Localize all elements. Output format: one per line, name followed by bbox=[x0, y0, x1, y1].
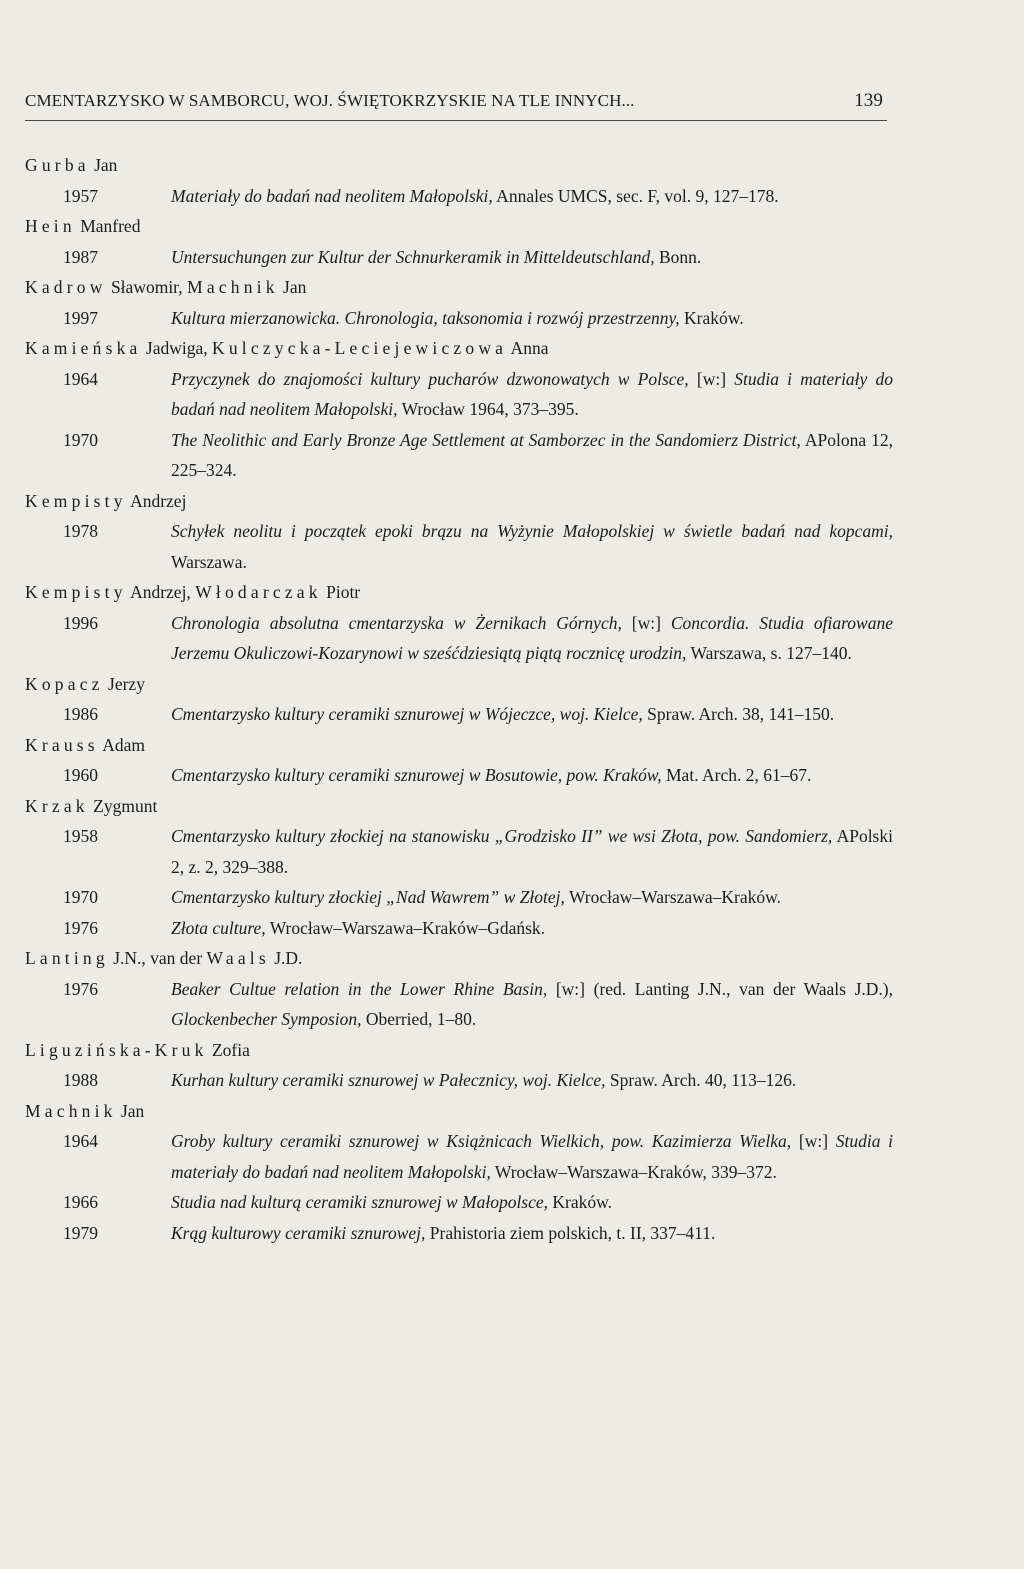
ref-text: Wrocław–Warszawa–Kraków, 339–372. bbox=[490, 1161, 777, 1182]
ref-text: Annales UMCS, sec. F, vol. 9, 127–178. bbox=[492, 185, 779, 206]
running-header bbox=[25, 90, 885, 112]
author-group bbox=[25, 791, 893, 944]
author-surname: Kopacz bbox=[25, 673, 104, 694]
entry-year: 1996 bbox=[63, 612, 98, 633]
bib-entry bbox=[25, 516, 893, 577]
author-group bbox=[25, 943, 893, 1035]
bib-entry bbox=[25, 974, 893, 1035]
ref-title: Chronologia absolutna cmentarzyska w Żernikach Górnych, bbox=[171, 612, 622, 633]
author-given: Manfred bbox=[75, 216, 141, 236]
running-title: CMENTARZYSKO W SAMBORCU, WOJ. ŚWIĘTOKRZYSKIE NA TLE INNYCH... bbox=[25, 91, 635, 110]
author-surname: Kempisty bbox=[25, 582, 127, 602]
entry-year: 1986 bbox=[63, 704, 98, 724]
author-surname: Kempisty bbox=[25, 490, 127, 511]
entry-reference bbox=[171, 1218, 893, 1249]
ref-text: Mat. Arch. 2, 61–67. bbox=[661, 765, 812, 785]
ref-text: Spraw. Arch. 38, 141–150. bbox=[642, 704, 835, 724]
author-given: Jan bbox=[116, 1100, 145, 1121]
ref-text: Kraków. bbox=[548, 1192, 613, 1212]
author-line bbox=[25, 791, 893, 822]
author-line bbox=[25, 943, 893, 974]
ref-text: [w:] bbox=[791, 1131, 836, 1151]
ref-text: Oberried, 1–80. bbox=[361, 1009, 477, 1029]
ref-title: Przyczynek do znajomości kultury pucharów dzwonowatych w Polsce, bbox=[171, 368, 689, 389]
ref-title: Groby kultury ceramiki sznurowej w Książnicach Wielkich, pow. Kazimierza Wielka, bbox=[171, 1131, 792, 1151]
ref-text: Wrocław–Warszawa–Kraków. bbox=[564, 887, 781, 907]
author-group bbox=[25, 577, 893, 669]
bib-entry bbox=[25, 699, 893, 730]
author-given: Sławomir, bbox=[106, 277, 188, 297]
author-given: Zygmunt bbox=[88, 795, 158, 816]
ref-title: Złota culture, bbox=[171, 917, 266, 938]
author-surname: Hein bbox=[25, 216, 76, 236]
author-given: Anna bbox=[507, 338, 549, 358]
author-surname: Machnik bbox=[25, 1100, 117, 1121]
entry-year: 1976 bbox=[63, 978, 98, 999]
author-group bbox=[25, 486, 893, 578]
author-group bbox=[25, 730, 893, 791]
ref-text: APolona 12, 225–324. bbox=[171, 429, 893, 480]
bib-entry bbox=[25, 882, 893, 913]
author-group bbox=[25, 669, 893, 730]
ref-title: Materiały do badań nad neolitem Małopolski, bbox=[171, 185, 493, 206]
entry-reference bbox=[171, 425, 893, 486]
ref-text: Warszawa, s. 127–140. bbox=[686, 643, 852, 663]
entry-year: 1978 bbox=[63, 521, 98, 541]
bib-entry bbox=[25, 303, 893, 334]
author-given: Andrzej bbox=[126, 490, 187, 511]
author-group bbox=[25, 150, 893, 211]
ref-title: Studia i materiały do badań nad neolitem Małopolski, bbox=[171, 1131, 893, 1182]
bib-entry bbox=[25, 1126, 893, 1187]
author-group bbox=[25, 1096, 893, 1249]
ref-title: Concordia. Studia ofiarowane Jerzemu Okuliczowi-Kozarynowi w sześćdziesiątą piątą rocznicę urodzin, bbox=[171, 612, 894, 663]
author-given: Jadwiga, bbox=[141, 338, 213, 358]
entry-year: 1960 bbox=[63, 765, 98, 785]
author-group bbox=[25, 333, 893, 486]
entry-reference bbox=[171, 608, 893, 669]
ref-title: Studia nad kulturą ceramiki sznurowej w Małopolsce, bbox=[171, 1192, 549, 1212]
ref-title: Cmentarzysko kultury ceramiki sznurowej w Bosutowie, pow. Kraków, bbox=[171, 765, 662, 785]
author-group bbox=[25, 272, 893, 333]
entry-reference bbox=[171, 242, 893, 273]
entry-reference bbox=[171, 1187, 893, 1218]
author-line bbox=[25, 272, 893, 303]
entry-year: 1997 bbox=[63, 307, 98, 328]
ref-text: Kraków. bbox=[679, 307, 744, 328]
entry-year: 1964 bbox=[63, 368, 98, 389]
entry-year: 1988 bbox=[63, 1070, 98, 1090]
entry-year: 1964 bbox=[63, 1131, 98, 1151]
bib-entry bbox=[25, 821, 893, 882]
author-group bbox=[25, 1035, 893, 1096]
ref-title: Beaker Cultue relation in the Lower Rhine Basin, bbox=[171, 978, 548, 999]
entry-reference bbox=[171, 913, 893, 944]
author-given: Andrzej, bbox=[126, 582, 196, 602]
entry-reference bbox=[171, 821, 893, 882]
bib-entry bbox=[25, 1065, 893, 1096]
author-line bbox=[25, 211, 893, 242]
author-group bbox=[25, 211, 893, 272]
author-line bbox=[25, 669, 893, 700]
bib-entry bbox=[25, 425, 893, 486]
ref-text: Bonn. bbox=[654, 246, 702, 267]
ref-title: The Neolithic and Early Bronze Age Settlement at Samborzec in the Sandomierz District, bbox=[171, 429, 801, 450]
bib-entry bbox=[25, 364, 893, 425]
entry-reference bbox=[171, 1065, 893, 1096]
author-given: Jerzy bbox=[103, 673, 145, 694]
header-rule bbox=[25, 120, 887, 121]
ref-text: Prahistoria ziem polskich, t. II, 337–411. bbox=[425, 1222, 716, 1243]
author-line bbox=[25, 150, 893, 181]
author-surname: Waals bbox=[206, 948, 270, 968]
entry-reference bbox=[171, 882, 893, 913]
entry-year: 1979 bbox=[63, 1222, 98, 1243]
author-given: J.N., van der bbox=[108, 948, 207, 968]
author-surname: Krzak bbox=[25, 795, 89, 816]
bib-entry bbox=[25, 760, 893, 791]
entry-year: 1970 bbox=[63, 887, 98, 907]
author-given: Jan bbox=[278, 277, 307, 297]
page-number: 139 bbox=[854, 90, 883, 111]
author-surname: Kulczycka-Leciejewiczowa bbox=[212, 338, 508, 358]
author-line bbox=[25, 730, 893, 761]
bibliography bbox=[25, 150, 893, 1248]
bib-entry bbox=[25, 1187, 893, 1218]
bib-entry bbox=[25, 1218, 893, 1249]
bib-entry bbox=[25, 242, 893, 273]
ref-title: Cmentarzysko kultury złockiej „Nad Wawrem” w Złotej, bbox=[171, 887, 565, 907]
author-surname: Lanting bbox=[25, 948, 109, 968]
ref-title: Studia i materiały do badań nad neolitem Małopolski, bbox=[171, 368, 894, 419]
entry-reference bbox=[171, 760, 893, 791]
entry-reference bbox=[171, 699, 893, 730]
entry-year: 1958 bbox=[63, 826, 98, 846]
author-line bbox=[25, 1096, 893, 1127]
ref-text: Wrocław–Warszawa–Kraków–Gdańsk. bbox=[265, 917, 546, 938]
bib-entry bbox=[25, 608, 893, 669]
ref-title: Glockenbecher Symposion, bbox=[171, 1009, 362, 1029]
ref-title: Kultura mierzanowicka. Chronologia, taksonomia i rozwój przestrzenny, bbox=[171, 307, 680, 328]
ref-title: Cmentarzysko kultury ceramiki sznurowej w Wójeczce, woj. Kielce, bbox=[171, 704, 643, 724]
ref-text: APolski 2, z. 2, 329–388. bbox=[171, 826, 893, 877]
author-line bbox=[25, 1035, 893, 1066]
bib-entry bbox=[25, 913, 893, 944]
bib-entry bbox=[25, 181, 893, 212]
ref-title: Schyłek neolitu i początek epoki brązu na Wyżynie Małopolskiej w świetle badań nad kopcami, bbox=[171, 521, 893, 541]
ref-text: [w:] bbox=[621, 612, 671, 633]
entry-reference bbox=[171, 364, 893, 425]
entry-reference bbox=[171, 303, 893, 334]
ref-text: [w:] bbox=[688, 368, 735, 389]
ref-title: Krąg kulturowy ceramiki sznurowej, bbox=[171, 1222, 426, 1243]
entry-year: 1976 bbox=[63, 917, 98, 938]
author-line bbox=[25, 486, 893, 517]
author-given: Jan bbox=[89, 155, 118, 175]
author-given: J.D. bbox=[269, 948, 303, 968]
author-surname: Gurba bbox=[25, 155, 90, 175]
ref-text: [w:] (red. Lanting J.N., van der Waals J.D.), bbox=[547, 978, 893, 999]
author-given: Zofia bbox=[207, 1039, 250, 1060]
author-given: Piotr bbox=[321, 582, 361, 602]
author-line bbox=[25, 333, 893, 364]
ref-text: Spraw. Arch. 40, 113–126. bbox=[605, 1070, 797, 1090]
author-surname: Machnik bbox=[187, 277, 279, 297]
author-surname: Krauss bbox=[25, 734, 99, 755]
entry-reference bbox=[171, 181, 893, 212]
entry-year: 1970 bbox=[63, 429, 98, 450]
entry-year: 1966 bbox=[63, 1192, 98, 1212]
entry-year: 1987 bbox=[63, 246, 98, 267]
entry-reference bbox=[171, 974, 893, 1035]
author-surname: Włodarczak bbox=[195, 582, 322, 602]
ref-title: Cmentarzysko kultury złockiej na stanowisku „Grodzisko II” we wsi Złota, pow. Sandomierz, bbox=[171, 826, 833, 846]
entry-reference bbox=[171, 1126, 893, 1187]
author-surname: Kadrow bbox=[25, 277, 107, 297]
ref-text: Wrocław 1964, 373–395. bbox=[397, 399, 579, 419]
entry-year: 1957 bbox=[63, 185, 98, 206]
author-given: Adam bbox=[98, 734, 145, 755]
entry-reference bbox=[171, 516, 893, 577]
author-line bbox=[25, 577, 893, 608]
ref-title: Untersuchungen zur Kultur der Schnurkeramik in Mitteldeutschland, bbox=[171, 246, 655, 267]
author-surname: Liguzińska-Kruk bbox=[25, 1039, 208, 1060]
author-surname: Kamieńska bbox=[25, 338, 142, 358]
ref-title: Kurhan kultury ceramiki sznurowej w Pałecznicy, woj. Kielce, bbox=[171, 1070, 606, 1090]
ref-text: Warszawa. bbox=[171, 551, 247, 572]
